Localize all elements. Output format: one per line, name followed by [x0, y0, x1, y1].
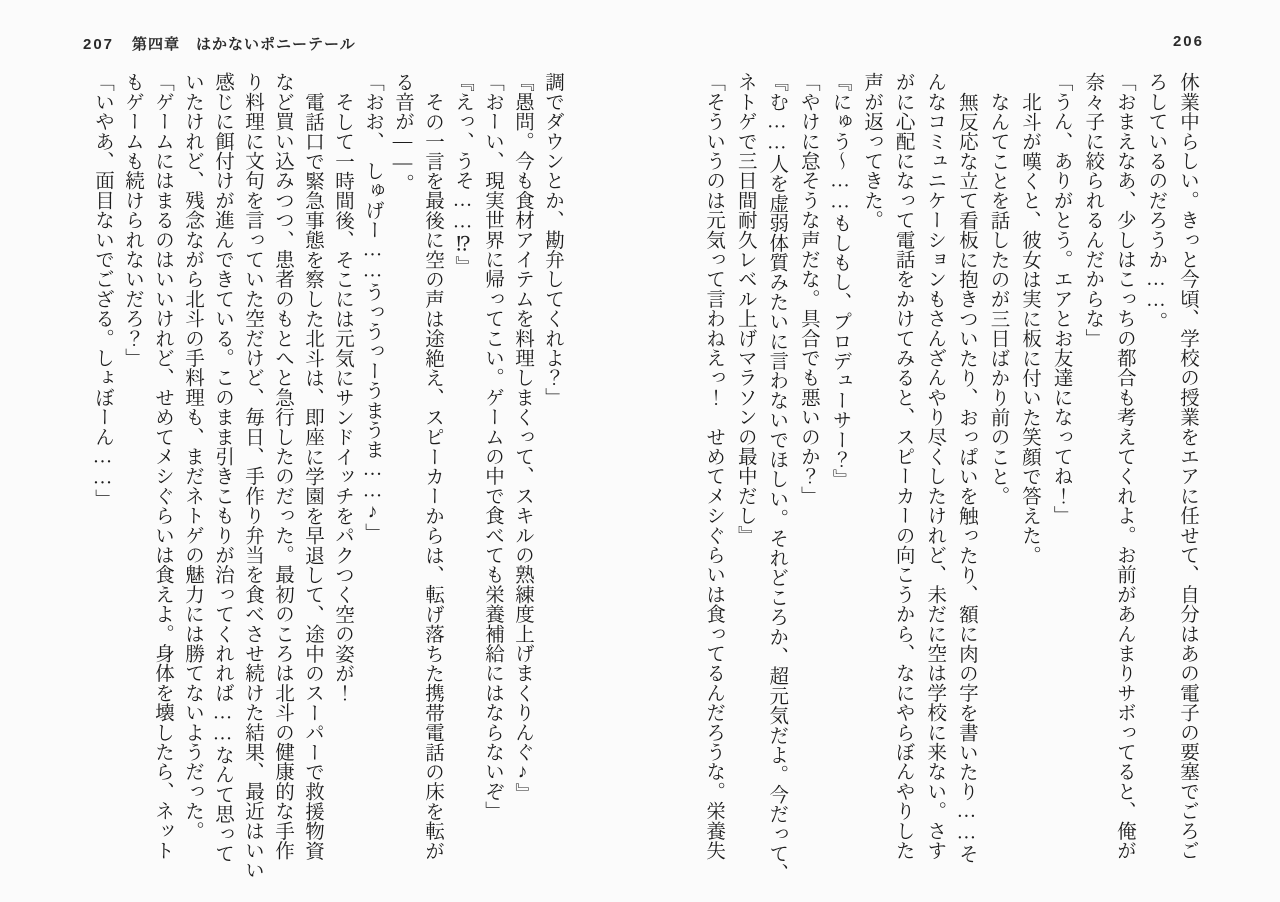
- text-block-page-207: [85, 72, 567, 890]
- text-column: 「ゲームにはまるのはいいけれど、せめてメシぐらいは食えよ。身体を壊したら、ネット: [152, 72, 173, 860]
- text-column: もゲームも続けられないだろ？」: [122, 72, 143, 368]
- text-column: なんてことを話したのが三日ばかり前のこと。: [987, 91, 1009, 506]
- text-column: 奈々子に絞られるんだからな」: [1082, 72, 1104, 348]
- text-column: り料理に文句を言っていた空だけど、毎日、手作り弁当を食べさせ続けた結果、最近はいい: [242, 72, 263, 880]
- text-column: 『えっ、うそ……⁉』: [452, 72, 473, 276]
- text-column: ネトゲで三日間耐久レベル上げマラソンの最中だし』: [734, 72, 756, 545]
- text-column: 「そういうのは元気って言わねえっ！ せめてメシぐらいは食ってるんだろうな。栄養失: [703, 72, 725, 860]
- text-column: ろしているのだろうか……。: [1145, 72, 1167, 332]
- text-column: その一言を最後に空の声は途絶え、スピーカーからは、転げ落ちた携帯電話の床を転が: [422, 91, 443, 860]
- text-column: 「うん、ありがとう。エアとお友達になってね！」: [1050, 72, 1072, 526]
- text-column: 感じに餌付けが進んできている。このまま引きこもりが治ってくれれば……なんて思って: [212, 72, 233, 863]
- text-column: 電話口で緊急事態を察した北斗は、即座に学園を早退して、途中のスーパーで救援物資: [302, 91, 323, 860]
- text-column: 「おお、 しゅげー……うっうっーうまうま……♪」: [362, 72, 383, 543]
- text-column: 『む……人を虚弱体質みたいに言わないでほしい。それどころか、超元気だよ。今だって、: [766, 72, 788, 883]
- text-column: 無反応な立て看板に抱きついたり、おっぱいを触ったり、額に肉の字を書いたり……そ: [955, 91, 977, 863]
- text-column: 『愚問。今も食材アイテムを料理しまくって、スキルの熟練度上げまくりんぐ♪』: [512, 72, 533, 803]
- text-block-page-206: [697, 72, 1203, 890]
- text-column: る音が――。: [392, 72, 413, 194]
- text-column: 「いやあ、面目ないでござる。しょぼーん……」: [92, 72, 113, 509]
- chapter-title: 第四章 はかないポニーテール: [132, 36, 356, 53]
- text-column: そして一時間後、そこには元気にサンドイッチをパクつく空の姿が！: [332, 91, 353, 703]
- text-column: いたけれど、残念ながら北斗の手料理も、まだネトゲの魅力には勝てないようだった。: [182, 72, 203, 841]
- text-column: 休業中らしい。きっと今頃、学校の授業をエアに任せて、自分はあの電子の要塞でごろご: [1177, 72, 1198, 860]
- text-column: 『にゅう〜……もしもし、プロデューサー？』: [829, 72, 851, 489]
- text-column: 調でダウンとか、勘弁してくれよ？」: [542, 72, 563, 407]
- page-number-left: 207: [83, 36, 115, 53]
- text-column: んなコミュニケーションもさんざんやり尽くしたけれど、未だに空は学校に来ない。さす: [924, 72, 946, 860]
- text-column: 声が返ってきた。: [861, 72, 883, 230]
- text-column: 「やけに怠そうな声だな。具合でも悪いのか？」: [797, 72, 819, 506]
- text-column: など買い込みつつ、患者のもとへと急行したのだった。最初のころは北斗の健康的な手作: [272, 72, 293, 860]
- page-number-right: 206: [1172, 33, 1204, 50]
- text-column: 北斗が嘆くと、彼女は実に板に付いた笑顔で答えた。: [1019, 91, 1041, 565]
- running-head: [83, 33, 356, 54]
- text-column: 「おーい、現実世界に帰ってこい。ゲームの中で食べても栄養補給にはならないぞ」: [482, 72, 503, 821]
- text-column: 「おまえなあ、少しはこっちの都合も考えてくれよ。お前があんまりサボってると、俺が: [1113, 72, 1135, 860]
- text-column: がに心配になって電話をかけてみると、スピーカーの向こうから、なにやらぼんやりした: [892, 72, 914, 860]
